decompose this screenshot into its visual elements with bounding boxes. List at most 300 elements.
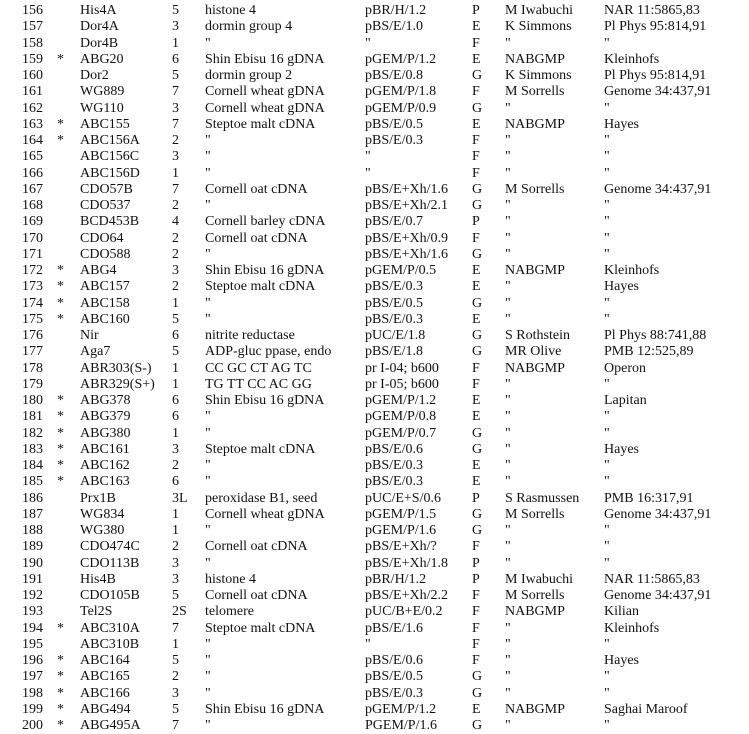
description: dormin group 4 [205, 19, 293, 35]
probe-name: ABG380 [80, 425, 131, 441]
reference: " [604, 246, 610, 262]
plasmid-vector: pBS/E/0.3 [365, 279, 423, 295]
row-number: 173 [22, 279, 43, 295]
table-row [0, 312, 749, 328]
probe-name: Tel2S [80, 604, 113, 620]
probe-name: ABG4 [80, 263, 117, 278]
source: M Sorrells [505, 84, 565, 100]
table-row [0, 718, 749, 734]
chromosome: 1 [172, 295, 179, 311]
star-marker: * [57, 311, 64, 327]
status-code: E [472, 19, 481, 35]
description: " [205, 246, 211, 262]
source: K Simmons [505, 19, 572, 35]
source: " [505, 35, 511, 51]
status-code: G [472, 198, 483, 213]
description: " [205, 669, 211, 685]
reference: Genome 34:437,91 [604, 588, 712, 603]
source: NABGMP [505, 263, 565, 278]
row-number: 182 [22, 425, 43, 441]
chromosome: 5 [172, 701, 179, 717]
status-code: F [472, 133, 480, 148]
table-row [0, 263, 749, 279]
chromosome: 2 [172, 279, 179, 295]
source: " [505, 100, 511, 116]
status-code: G [472, 718, 483, 733]
description: " [205, 133, 211, 148]
row-number: 166 [22, 165, 43, 181]
row-number: 171 [22, 246, 43, 262]
reference: NAR 11:5865,83 [604, 3, 700, 18]
row-number: 197 [22, 669, 43, 685]
description: peroxidase B1, seed [205, 490, 318, 506]
reference: Hayes [604, 653, 639, 668]
row-number: 174 [22, 295, 43, 311]
table-row [0, 231, 749, 247]
description: " [205, 35, 211, 51]
reference: " [604, 458, 610, 473]
table-row [0, 344, 749, 360]
description: Cornell barley cDNA [205, 214, 326, 230]
reference: " [604, 555, 610, 571]
probe-name: Aga7 [80, 344, 111, 360]
reference: " [604, 149, 610, 165]
probe-name: ABC156D [80, 165, 140, 181]
star-marker: * [57, 263, 64, 278]
reference: " [604, 100, 610, 116]
row-number: 157 [22, 19, 43, 35]
status-code: G [472, 506, 483, 522]
status-code: P [472, 490, 480, 506]
status-code: E [472, 51, 481, 67]
status-code: F [472, 636, 480, 652]
source: " [505, 295, 511, 311]
star-marker: * [57, 685, 64, 701]
star-marker: * [57, 295, 64, 311]
table-row [0, 426, 749, 442]
chromosome: 7 [172, 116, 179, 132]
source: " [505, 376, 511, 392]
plasmid-vector: pBS/E/1.0 [365, 19, 423, 35]
table-row [0, 572, 749, 588]
row-number: 195 [22, 636, 43, 652]
table-row [0, 409, 749, 425]
description: " [205, 653, 211, 668]
plasmid-vector: pBS/E/0.3 [365, 133, 423, 148]
table-row [0, 328, 749, 344]
status-code: G [472, 328, 483, 343]
description: " [205, 685, 211, 701]
chromosome: 1 [172, 360, 179, 376]
description: dormin group 2 [205, 68, 293, 83]
description: " [205, 409, 211, 425]
chromosome: 5 [172, 653, 179, 668]
probe-name: ABC157 [80, 279, 130, 295]
source: " [505, 149, 511, 165]
row-number: 172 [22, 263, 43, 278]
source: " [505, 393, 511, 408]
source: " [505, 669, 511, 685]
description: " [205, 425, 211, 441]
status-code: P [472, 555, 480, 571]
description: Steptoe malt cDNA [205, 441, 316, 457]
source: " [505, 555, 511, 571]
chromosome: 2 [172, 198, 179, 213]
reference: " [604, 165, 610, 181]
plasmid-vector: pGEM/P/0.9 [365, 100, 437, 116]
probe-name: ABC155 [80, 116, 130, 132]
plasmid-vector: pBS/E/0.5 [365, 669, 423, 685]
table-row [0, 556, 749, 572]
plasmid-vector: pBS/E+Xh/1.8 [365, 555, 448, 571]
source: " [505, 214, 511, 230]
probe-name: CDO588 [80, 246, 131, 262]
row-number: 161 [22, 84, 43, 100]
source: " [505, 539, 511, 555]
status-code: E [472, 279, 481, 295]
chromosome: 3 [172, 19, 179, 35]
source: M Iwabuchi [505, 3, 574, 18]
plasmid-vector: pGEM/P/0.7 [365, 425, 437, 441]
reference: " [604, 539, 610, 555]
row-number: 184 [22, 458, 43, 473]
probe-name: ABC156A [80, 133, 140, 148]
probe-name: ABG378 [80, 393, 131, 408]
probe-name: CDO113B [80, 555, 140, 571]
source: K Simmons [505, 68, 572, 83]
plasmid-vector: pBS/E+Xh/2.1 [365, 198, 448, 213]
star-marker: * [57, 701, 64, 717]
row-number: 162 [22, 100, 43, 116]
probe-name: WG834 [80, 506, 125, 522]
status-code: G [472, 669, 483, 685]
row-number: 194 [22, 620, 43, 636]
reference: Operon [604, 360, 646, 376]
source: " [505, 133, 511, 148]
status-code: G [472, 295, 483, 311]
probe-name: WG889 [80, 84, 125, 100]
chromosome: 1 [172, 35, 179, 51]
source: " [505, 230, 511, 246]
probe-name: ABC164 [80, 653, 130, 668]
reference: Hayes [604, 279, 639, 295]
source: " [505, 165, 511, 181]
description: TG TT CC AC GG [205, 376, 312, 392]
row-number: 193 [22, 604, 43, 620]
row-number: 168 [22, 198, 43, 213]
description: " [205, 165, 211, 181]
plasmid-vector: pBR/H/1.2 [365, 571, 427, 587]
star-marker: * [57, 393, 64, 408]
status-code: G [472, 181, 483, 197]
probe-name: WG380 [80, 523, 125, 538]
probe-name: ABC158 [80, 295, 130, 311]
status-code: F [472, 539, 480, 555]
row-number: 159 [22, 51, 43, 67]
chromosome: 3 [172, 571, 179, 587]
probe-name: ABC162 [80, 458, 130, 473]
chromosome: 3 [172, 263, 179, 278]
row-number: 187 [22, 506, 43, 522]
table-row [0, 539, 749, 555]
description: " [205, 311, 211, 327]
probe-name: Nir [80, 328, 99, 343]
probe-name: ABG20 [80, 51, 124, 67]
source: NABGMP [505, 116, 565, 132]
reference: " [604, 198, 610, 213]
reference: Pl Phys 95:814,91 [604, 19, 707, 35]
chromosome: 5 [172, 588, 179, 603]
plasmid-vector: pBS/E+Xh/2.2 [365, 588, 448, 603]
status-code: G [472, 685, 483, 701]
description: " [205, 523, 211, 538]
probe-name: WG110 [80, 100, 124, 116]
source: " [505, 718, 511, 733]
reference: Hayes [604, 441, 639, 457]
table-row [0, 52, 749, 68]
chromosome: 2 [172, 669, 179, 685]
source: " [505, 246, 511, 262]
chromosome: 2 [172, 539, 179, 555]
reference: Pl Phys 88:741,88 [604, 328, 707, 343]
plasmid-vector: pBS/E/0.3 [365, 474, 423, 490]
description: Cornell oat cDNA [205, 181, 308, 197]
description: histone 4 [205, 571, 256, 587]
chromosome: 3 [172, 149, 179, 165]
star-marker: * [57, 653, 64, 668]
row-number: 185 [22, 474, 43, 490]
probe-name: ABC163 [80, 474, 130, 490]
plasmid-vector: pBS/E+Xh/0.9 [365, 230, 448, 246]
status-code: F [472, 35, 480, 51]
chromosome: 1 [172, 523, 179, 538]
plasmid-vector: PGEM/P/1.6 [365, 718, 437, 733]
table-row [0, 182, 749, 198]
status-code: F [472, 604, 480, 620]
probe-name: CDO537 [80, 198, 131, 213]
chromosome: 2 [172, 246, 179, 262]
probe-name: ABC161 [80, 441, 130, 457]
star-marker: * [57, 620, 64, 636]
source: " [505, 653, 511, 668]
table-row [0, 637, 749, 653]
row-number: 198 [22, 685, 43, 701]
status-code: F [472, 165, 480, 181]
reference: NAR 11:5865,83 [604, 571, 700, 587]
source: " [505, 685, 511, 701]
plasmid-vector: pUC/B+E/0.2 [365, 604, 443, 620]
probe-name: ABC156C [80, 149, 140, 165]
star-marker: * [57, 279, 64, 295]
chromosome: 6 [172, 409, 179, 425]
reference: " [604, 214, 610, 230]
table-row [0, 653, 749, 669]
status-code: P [472, 571, 480, 587]
source: NABGMP [505, 51, 565, 67]
chromosome: 3L [172, 490, 188, 506]
description: Cornell oat cDNA [205, 588, 308, 603]
probe-name: CDO105B [80, 588, 140, 603]
table-row [0, 458, 749, 474]
source: " [505, 458, 511, 473]
row-number: 190 [22, 555, 43, 571]
reference: PMB 16:317,91 [604, 490, 694, 506]
table-row [0, 149, 749, 165]
table-row [0, 68, 749, 84]
description: ADP-gluc ppase, endo [205, 344, 332, 360]
row-number: 163 [22, 116, 43, 132]
table-row [0, 84, 749, 100]
plasmid-vector: pr I-04; b600 [365, 360, 439, 376]
probe-name: ABC166 [80, 685, 130, 701]
chromosome: 1 [172, 376, 179, 392]
chromosome: 5 [172, 3, 179, 18]
table-row [0, 361, 749, 377]
reference: Genome 34:437,91 [604, 84, 712, 100]
chromosome: 7 [172, 181, 179, 197]
description: " [205, 295, 211, 311]
status-code: G [472, 68, 483, 83]
description: nitrite reductase [205, 328, 295, 343]
table-row [0, 279, 749, 295]
chromosome: 2 [172, 230, 179, 246]
star-marker: * [57, 116, 64, 132]
table-row [0, 686, 749, 702]
plasmid-vector: pBS/E/1.6 [365, 620, 423, 636]
status-code: P [472, 214, 480, 230]
chromosome: 6 [172, 393, 179, 408]
source: NABGMP [505, 360, 565, 376]
source: " [505, 311, 511, 327]
status-code: F [472, 620, 480, 636]
table-row [0, 442, 749, 458]
plasmid-vector: pGEM/P/1.8 [365, 84, 437, 100]
chromosome: 3 [172, 100, 179, 116]
plasmid-vector: pBR/H/1.2 [365, 3, 427, 18]
source: NABGMP [505, 604, 565, 620]
chromosome: 1 [172, 636, 179, 652]
plasmid-vector: pBS/E+Xh/1.6 [365, 181, 448, 197]
table-row [0, 247, 749, 263]
reference: " [604, 669, 610, 685]
plasmid-vector: pUC/E+S/0.6 [365, 490, 441, 506]
plasmid-vector: " [365, 149, 371, 165]
description: " [205, 474, 211, 490]
source: M Sorrells [505, 506, 565, 522]
chromosome: 1 [172, 165, 179, 181]
row-number: 158 [22, 35, 43, 51]
probe-name: Dor4B [80, 35, 119, 51]
row-number: 181 [22, 409, 43, 425]
source: " [505, 279, 511, 295]
status-code: E [472, 263, 481, 278]
star-marker: * [57, 458, 64, 473]
status-code: E [472, 311, 481, 327]
plasmid-vector: pBS/E/0.3 [365, 458, 423, 473]
chromosome: 1 [172, 506, 179, 522]
probe-name: His4B [80, 571, 116, 587]
star-marker: * [57, 51, 64, 67]
description: Shin Ebisu 16 gDNA [205, 263, 325, 278]
probe-name: ABG494 [80, 701, 131, 717]
status-code: F [472, 376, 480, 392]
status-code: F [472, 84, 480, 100]
plasmid-vector: pGEM/P/1.2 [365, 701, 437, 717]
table-row [0, 377, 749, 393]
probe-name: ABG495A [80, 718, 141, 733]
chromosome: 6 [172, 474, 179, 490]
reference: Saghai Maroof [604, 701, 688, 717]
reference: " [604, 295, 610, 311]
reference: Kleinhofs [604, 263, 660, 278]
source: MR Olive [505, 344, 562, 360]
plasmid-vector: pGEM/P/0.8 [365, 409, 437, 425]
status-code: E [472, 409, 481, 425]
description: Steptoe malt cDNA [205, 279, 316, 295]
row-number: 183 [22, 441, 43, 457]
row-number: 177 [22, 344, 43, 360]
source: " [505, 409, 511, 425]
status-code: E [472, 458, 481, 473]
chromosome: 3 [172, 685, 179, 701]
probe-name: ABG379 [80, 409, 131, 425]
chromosome: 7 [172, 718, 179, 733]
table-row [0, 523, 749, 539]
star-marker: * [57, 425, 64, 441]
source: " [505, 474, 511, 490]
plasmid-vector: pBS/E/0.5 [365, 295, 423, 311]
row-number: 164 [22, 133, 43, 148]
table-row [0, 166, 749, 182]
chromosome: 2S [172, 604, 187, 620]
plasmid-vector: " [365, 636, 371, 652]
probe-name: ABR303(S-) [80, 360, 152, 376]
plasmid-vector: pBS/E/0.6 [365, 441, 423, 457]
status-code: E [472, 116, 481, 132]
chromosome: 7 [172, 620, 179, 636]
reference: Genome 34:437,91 [604, 181, 712, 197]
row-number: 170 [22, 230, 43, 246]
description: Steptoe malt cDNA [205, 620, 316, 636]
probe-name: BCD453B [80, 214, 140, 230]
probe-name: CDO64 [80, 230, 124, 246]
plasmid-vector: pGEM/P/1.2 [365, 51, 437, 67]
star-marker: * [57, 474, 64, 490]
description: telomere [205, 604, 254, 620]
status-code: G [472, 523, 483, 538]
source: " [505, 425, 511, 441]
star-marker: * [57, 718, 64, 733]
description: Shin Ebisu 16 gDNA [205, 393, 325, 408]
table-row [0, 214, 749, 230]
chromosome: 6 [172, 51, 179, 67]
reference: " [604, 230, 610, 246]
table-row [0, 296, 749, 312]
table-row [0, 393, 749, 409]
description: " [205, 198, 211, 213]
chromosome: 7 [172, 84, 179, 100]
source: " [505, 636, 511, 652]
description: Shin Ebisu 16 gDNA [205, 701, 325, 717]
description: " [205, 555, 211, 571]
description: Cornell oat cDNA [205, 230, 308, 246]
probe-name: CDO57B [80, 181, 133, 197]
row-number: 160 [22, 68, 43, 83]
star-marker: * [57, 669, 64, 685]
plasmid-vector: pBS/E/0.3 [365, 685, 423, 701]
description: Steptoe malt cDNA [205, 116, 316, 132]
row-number: 189 [22, 539, 43, 555]
